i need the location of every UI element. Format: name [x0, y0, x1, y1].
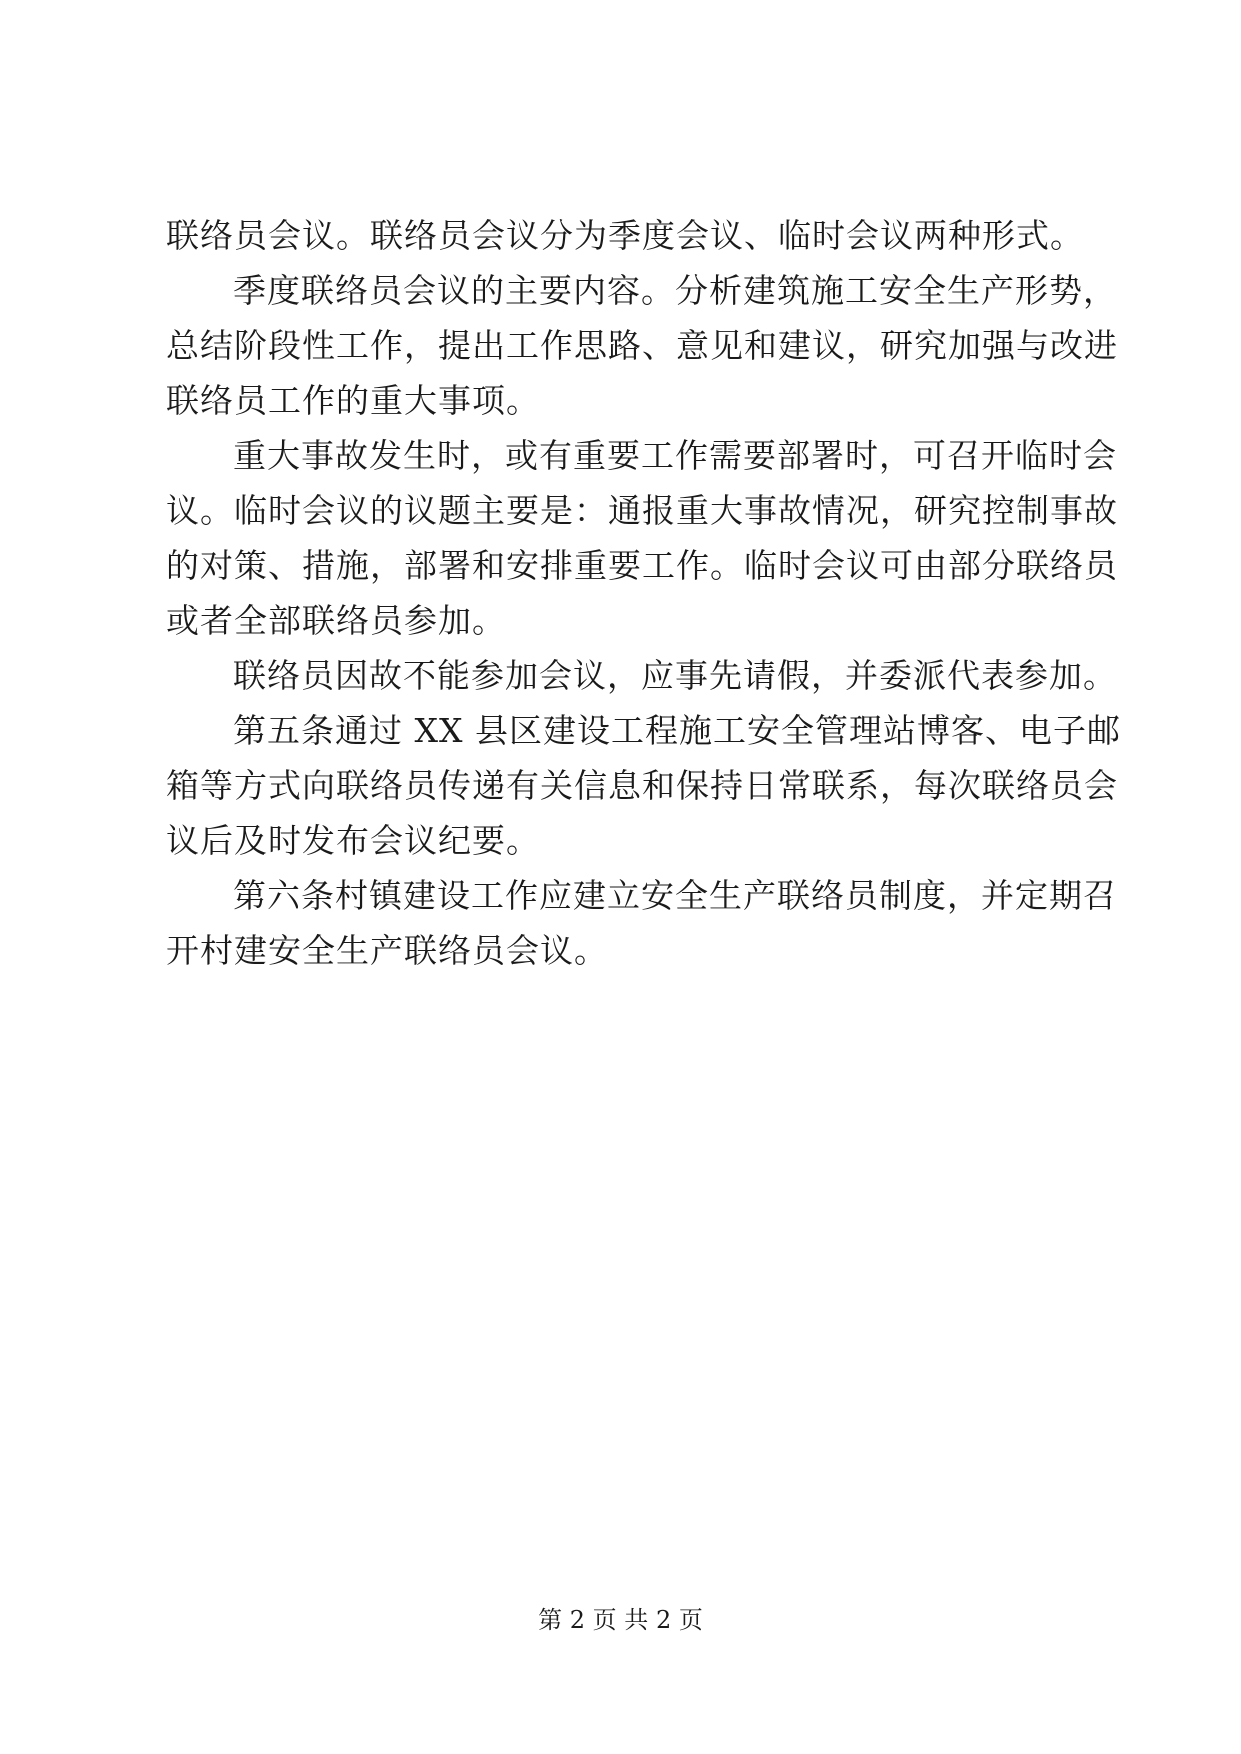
- text-line: 联络员因故不能参加会议，应事先请假，并委派代表参加。: [233, 656, 1117, 695]
- page-number-footer: 第 2 页 共 2 页: [538, 1606, 703, 1634]
- paragraph-5: [166, 703, 1121, 868]
- text-line: 开村建安全生产联络员会议。: [166, 931, 608, 970]
- text-line: 或者全部联络员参加。: [166, 601, 506, 640]
- text-line: 议。临时会议的议题主要是：通报重大事故情况，研究控制事故: [166, 491, 1118, 530]
- text-line: 季度联络员会议的主要内容。分析建筑施工安全生产形势，: [233, 271, 1117, 310]
- document-body: [166, 208, 1121, 978]
- paragraph-4: [166, 648, 1117, 703]
- text-line: 总结阶段性工作，提出工作思路、意见和建议，研究加强与改进: [166, 326, 1118, 365]
- text-line: 重大事故发生时，或有重要工作需要部署时，可召开临时会: [233, 436, 1117, 475]
- text-line: 的对策、措施，部署和安排重要工作。临时会议可由部分联络员: [166, 546, 1118, 585]
- paragraph-2: [166, 263, 1118, 428]
- paragraph-3: [166, 428, 1118, 648]
- paragraph-6: [166, 868, 1117, 978]
- text-line: 联络员工作的重大事项。: [166, 381, 540, 420]
- text-line: 第六条村镇建设工作应建立安全生产联络员制度，并定期召: [233, 876, 1117, 915]
- text-line: 箱等方式向联络员传递有关信息和保持日常联系，每次联络员会: [166, 766, 1118, 805]
- paragraph-1: [166, 208, 1084, 263]
- text-line: 第五条通过 XX 县区建设工程施工安全管理站博客、电子邮: [233, 711, 1121, 750]
- text-line: 联络员会议。联络员会议分为季度会议、临时会议两种形式。: [166, 216, 1084, 255]
- text-line: 议后及时发布会议纪要。: [166, 821, 540, 860]
